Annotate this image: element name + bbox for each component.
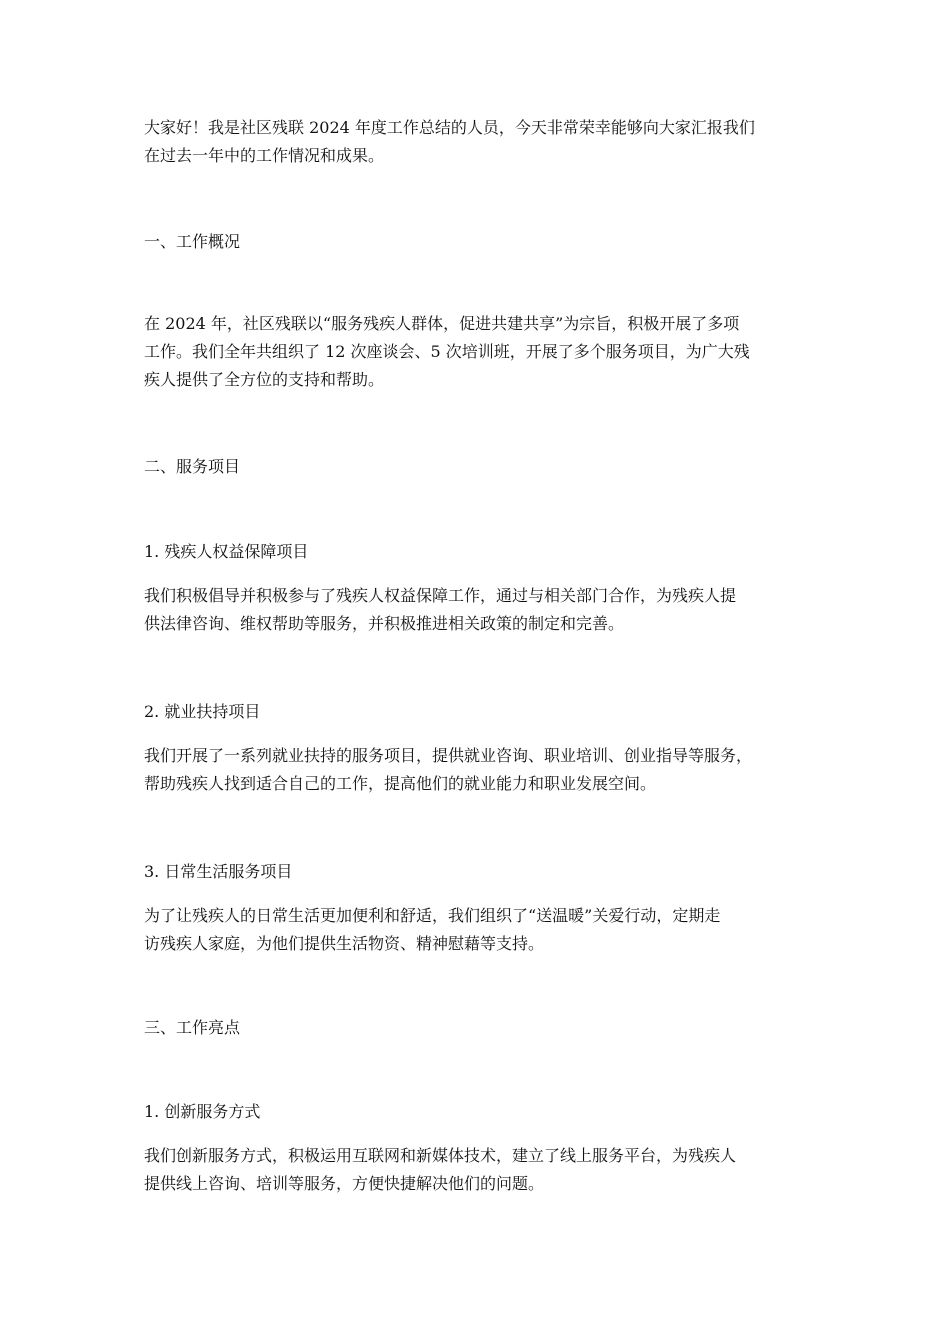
service-item-title-daily-life: 3. 日常生活服务项目 xyxy=(144,862,293,881)
intro-line: 大家好！我是社区残联 2024 年度工作总结的人员，今天非常荣幸能够向大家汇报我们 xyxy=(144,118,755,137)
service-item-title-rights: 1. 残疾人权益保障项目 xyxy=(144,542,309,561)
section-heading-overview: 一、工作概况 xyxy=(144,232,241,251)
service-item-body-employment: 我们开展了一系列就业扶持的服务项目，提供就业咨询、职业培训、创业指导等服务， 帮助残疾人找到适合自己的工作，提高他们的就业能力和职业发展空间。 xyxy=(144,746,753,793)
overview-line: 在 2024 年，社区残联以“服务残疾人群体，促进共建共享”为宗旨，积极开展了多项 xyxy=(144,314,740,333)
section-heading-highlights: 三、工作亮点 xyxy=(144,1018,241,1037)
service-item-body-daily-life: 为了让残疾人的日常生活更加便利和舒适，我们组织了“送温暖”关爱行动，定期走 访残疾人家庭，为他们提供生活物资、精神慰藉等支持。 xyxy=(144,906,721,953)
service-item-title-employment: 2. 就业扶持项目 xyxy=(144,702,261,721)
highlight-item-title-innovation: 1. 创新服务方式 xyxy=(144,1102,261,1121)
service-item-body-rights: 我们积极倡导并积极参与了残疾人权益保障工作，通过与相关部门合作，为残疾人提 供法律咨询、维权帮助等服务，并积极推进相关政策的制定和完善。 xyxy=(144,586,737,633)
intro-line: 在过去一年中的工作情况和成果。 xyxy=(144,146,385,165)
section-heading-services: 二、服务项目 xyxy=(144,457,241,476)
overview-line: 疾人提供了全方位的支持和帮助。 xyxy=(144,370,385,389)
overview-paragraph xyxy=(144,310,816,394)
overview-line: 工作。我们全年共组织了 12 次座谈会、5 次培训班，开展了多个服务项目，为广大残 xyxy=(144,342,750,361)
intro-paragraph xyxy=(144,114,816,170)
highlight-item-body-innovation: 我们创新服务方式，积极运用互联网和新媒体技术，建立了线上服务平台，为残疾人 提供线上咨询、培训等服务，方便快捷解决他们的问题。 xyxy=(144,1146,737,1193)
